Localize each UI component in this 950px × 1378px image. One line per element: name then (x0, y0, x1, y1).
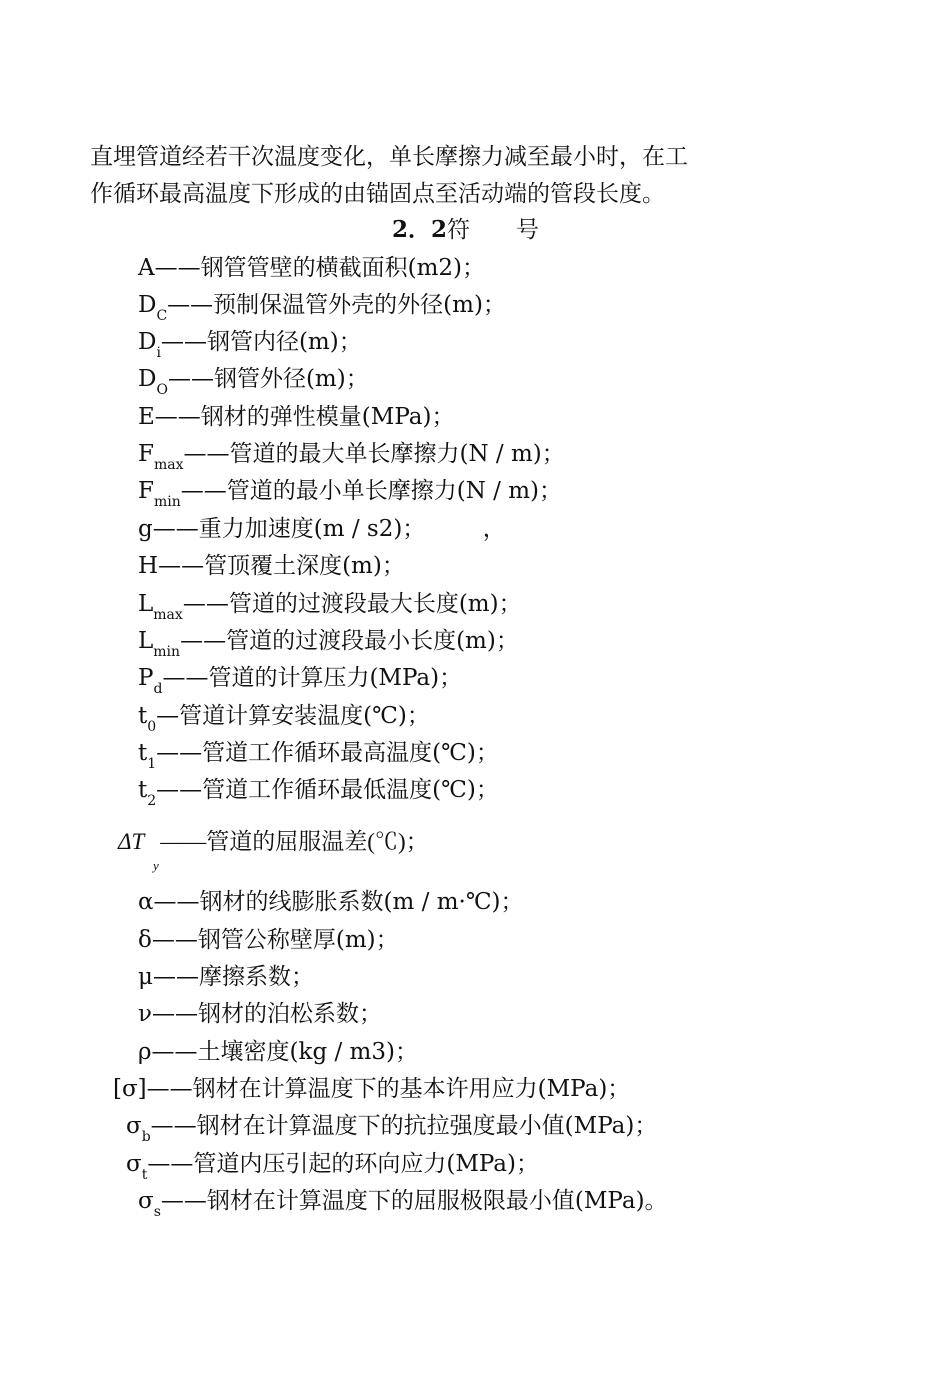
symbol-entry (138, 1186, 668, 1220)
symbol: F (138, 441, 154, 467)
symbol-desc: ——重力加速度(m / s2)； ， (152, 516, 506, 542)
symbol: D (138, 366, 157, 392)
symbol-entry (138, 439, 565, 473)
symbol: σ (126, 1151, 142, 1177)
symbol-desc: ——钢管内径(m)； (160, 329, 362, 355)
symbol-sub: d (153, 681, 163, 697)
symbol: t (138, 777, 148, 803)
symbol: E (138, 404, 155, 430)
symbol-desc: ——管道的最大单长摩擦力(N / m)； (183, 441, 565, 467)
symbol: H (138, 553, 159, 579)
symbol-desc: ——钢管管壁的横截面积(m2)； (154, 255, 486, 281)
symbol: σ (126, 1113, 142, 1139)
symbol-desc: —管道计算安装温度(℃)； (156, 703, 430, 729)
symbol: α (138, 889, 154, 915)
symbol-entry (138, 925, 399, 955)
symbol-desc: ——预制保温管外壳的外径(m)； (167, 292, 506, 318)
symbol-desc: ——钢材的弹性模量(MPa)； (154, 404, 455, 430)
symbol-desc: ——管道的屈服温差(℃)； (160, 829, 429, 854)
section-heading (392, 212, 539, 248)
symbol-desc: ——钢材在计算温度下的抗拉强度最小值(MPa)； (150, 1113, 658, 1139)
symbol-entry (138, 738, 499, 772)
symbol: ν (138, 1001, 152, 1027)
symbol-entry (138, 476, 563, 510)
symbol-desc: ——钢材的线膨胀系数(m / m·℃)； (153, 889, 524, 915)
symbol: P (138, 665, 154, 691)
symbol-desc: ——钢材在计算温度下的基本许用应力(MPa)； (146, 1076, 631, 1102)
symbol: F (138, 478, 154, 504)
symbol-entry (138, 663, 463, 697)
symbol-desc: ——管道的计算压力(MPa)； (162, 665, 463, 691)
symbol-entry (138, 290, 506, 324)
symbol-sub: O (156, 382, 168, 398)
symbol-sub: i (156, 345, 161, 361)
symbol-sub: max (153, 457, 184, 473)
symbol-entry (113, 1074, 630, 1104)
symbol-entry (138, 701, 430, 735)
symbol-entry (138, 887, 524, 917)
symbol-entry (126, 1111, 658, 1145)
symbol-sub: b (141, 1129, 151, 1145)
symbol-sub: max (153, 607, 183, 623)
symbol-entry (138, 551, 405, 581)
symbol-desc: ——土壤密度(kg / m3)； (151, 1039, 418, 1065)
symbol: L (138, 591, 154, 617)
symbol-desc: ——管道工作循环最低温度(℃)； (156, 777, 499, 803)
symbol-entry (138, 327, 362, 361)
symbol: g (138, 516, 153, 542)
symbol-sub: min (153, 494, 181, 510)
symbol-desc: ——管道的最小单长摩擦力(N / m)； (180, 478, 563, 504)
symbol-sub: s (153, 1204, 161, 1220)
symbol: t (138, 740, 148, 766)
symbol-entry (138, 626, 519, 660)
symbol: σ (138, 1188, 154, 1214)
symbol-entry (138, 589, 522, 623)
symbol-entry (118, 827, 458, 873)
symbol-entry (138, 1037, 418, 1067)
symbol: L (138, 628, 154, 654)
symbol-desc: ——摩擦系数； (152, 964, 314, 990)
symbol-entry (138, 962, 314, 992)
symbol-desc: ——管顶覆土深度(m)； (158, 553, 405, 579)
symbol: ΔT (118, 829, 145, 854)
symbol-desc: ——管道的过渡段最小长度(m)； (180, 628, 519, 654)
symbol: δ (138, 927, 152, 953)
symbol: ρ (138, 1039, 152, 1065)
symbol-desc: ——钢材的泊松系数； (151, 1001, 382, 1027)
symbol-sub: 2 (147, 793, 157, 809)
symbol-sub: C (156, 308, 168, 324)
section-title: 符 号 (447, 217, 540, 243)
symbol-sub: y (153, 858, 159, 873)
symbol-entry (126, 1149, 539, 1183)
symbol: D (138, 292, 157, 318)
symbol-entry (138, 775, 499, 809)
symbol: A (138, 255, 155, 281)
symbol: [σ] (113, 1076, 147, 1102)
symbol: μ (138, 964, 153, 990)
symbol-desc: ——钢管外径(m)； (167, 366, 369, 392)
symbol: t (138, 703, 148, 729)
symbol-entry (138, 514, 506, 544)
symbol-desc: ——钢管公称壁厚(m)； (151, 927, 399, 953)
symbol-sub: 0 (147, 719, 157, 735)
symbol-entry (138, 364, 369, 398)
symbol-sub: t (141, 1167, 148, 1183)
symbol-entry (138, 402, 454, 432)
symbol-sub: min (153, 644, 181, 660)
symbol-desc: ——管道工作循环最高温度(℃)； (156, 740, 499, 766)
symbol-desc: ——钢材在计算温度下的屈服极限最小值(MPa)。 (160, 1188, 668, 1214)
symbol-entry (138, 999, 382, 1029)
symbol-entry (138, 253, 485, 283)
symbol-desc: ——管道的过渡段最大长度(m)； (182, 591, 522, 617)
symbol-desc: ——管道内压引起的环向应力(MPa)； (147, 1151, 539, 1177)
section-number: 2．2 (392, 216, 448, 243)
intro-paragraph: 直埋管道经若干次温度变化，单长摩擦力减至最小时，在工 作循环最高温度下形成的由锚固点至活动端的管段长度。 (90, 144, 688, 207)
symbol: D (138, 329, 157, 355)
symbol-sub: 1 (147, 756, 157, 772)
